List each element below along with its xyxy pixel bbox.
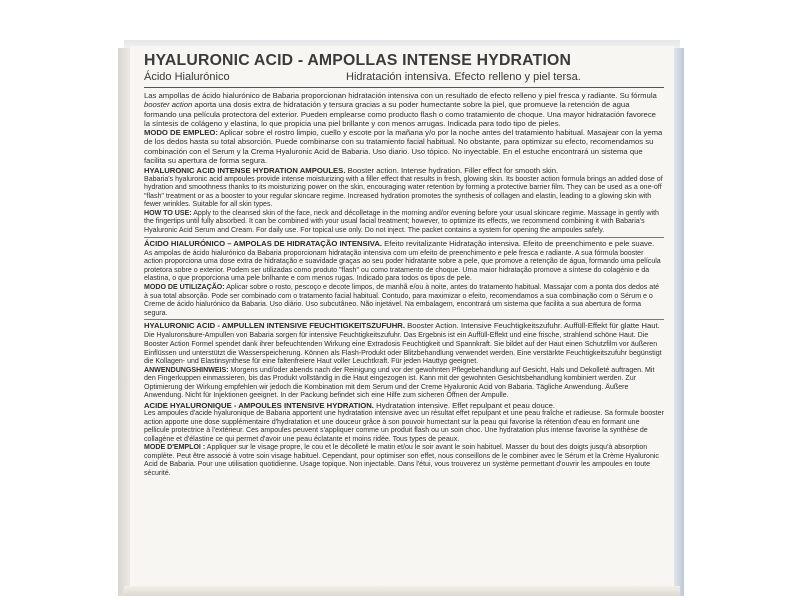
section-fr [144, 401, 664, 479]
section-pt [144, 239, 664, 319]
section-es [144, 91, 664, 165]
divider-pt-de [144, 319, 664, 320]
de-heading: HYALURONIC ACID - AMPULLEN INTENSIVE FEUCHTIGKEITSZUFUHR. Booster Action. Intensive Feuchtigkeitszufuhr. Auffüll-Effekt für glatte Haut. [144, 321, 660, 331]
de-howto: ANWENDUNGSHINWEIS: Morgens und/oder abends nach der Reinigung und vor der gewohnten Pflegebehandlung auf Gesicht, Hals und Dekolleté auftragen. Mit den Fingerkuppen einmassieren, bis das Produkt vollständig in die Haut eingezogen ist. Kann mit der gewohnten Gesichtsbehandlung kombiniert werden. Zur Optimierung der Wirkung empfehlen wir jedoch die Kombination mit dem Serum und der Creme Hyaluronic Acid von Babaria. Tägliche Anwendung. Äußere Anwendung. Nicht für Injektionen geeignet. In der Packung befindet sich eine Hilfe zum sicheren Öffnen der Ampulle. [144, 366, 655, 400]
es-howto: MODO DE EMPLEO: Aplicar sobre el rostro limpio, cuello y escote por la mañana y/o por la noche antes del tratamiento habitual. Masajear con la yema de los dedos hasta su total absorción. Puede combinarse con su tratamiento facial habitual. No obstante, para optimizar su efecto, recomendamos su combinación con el Serum y la Crema Hyaluronic Acid de Babaria. Uso diario. Uso tópico. No inyectable. En el estuche encontrará un sistema que facilita su apertura de forma segura. [144, 128, 663, 166]
section-en [144, 166, 664, 235]
fr-howto: MODE D'EMPLOI : Appliquer sur le visage propre, le cou et le décolleté le matin et/ou le soir avant le soin habituel. Masser du bout des doigts jusqu'à absorption complète. Peut être associé à votre soin visage habituel. Cependant, pour optimiser son effet, nous conseillons de le combiner avec le Sérum et la Crème Hyaluronic Acid de Babaria. Pour une utilisation quotidienne. Usage topique. Non injectable. Dans l'étui, vous trouverez un système permettant d'ouvrir les ampoules en toute sécurité. [144, 444, 659, 477]
box-bottom-edge [124, 586, 680, 596]
subtitle-left: Ácido Hialurónico [144, 71, 230, 83]
de-body: Die Hyaluronsäure-Ampullen von Babaria sorgen für intensive Feuchtigkeitszufuhr. Das Ergebnis ist ein Auffüll-Effekt und eine frische, strahlend schöne Haut. Die Booster Action Formel spendet dank ihrer befeuchtenden Wirkung eine Extradosis Feuchtigkeit und Spannkraft. Sie bildet auf der Haut einen Schutzfilm vor äußeren Einflüssen und unterstützt die Wasserspeicherung. Können als Flash-Produkt oder Blitzbehandlung verwendet werden. Eine verstärkte Feuchtigkeitszufuhr begünstigt die Kollagen- und Elastinsynthese für eine faltenfreiere Haut voller Leuchtkraft. Für jeden Hauttyp geeignet. [144, 332, 662, 366]
fr-heading: ACIDE HYALURONIQUE - AMPOULES INTENSIVE HYDRATION. Hydratation intensive. Effet repulpant et peau douce. [144, 400, 555, 410]
es-intro: Las ampollas de ácido hialurónico de Babaria proporcionan hidratación intensiva con un resultado de efecto relleno y piel fresca y radiante. Su fórmula booster action aporta una dosis extra de hidratación y tersura gracias a su poder humectante sobre la piel, que promueve la retención de agua formando una película protectora del exterior. Pueden emplearse como producto flash o como tratamiento de choque. Una mayor hidratación favorece la síntesis de colágeno y elastina, lo que propicia una piel brillante y con menos arrugas. Indicada para todo tipo de pieles. [144, 91, 657, 128]
subtitle-row [144, 71, 664, 88]
fr-body: Les ampoules d'acide hyaluronique de Babaria apportent une hydratation intensive avec un résultat effet repulpant et une peau fraîche et radieuse. Sa formule booster action apporte une dose supplémentaire d'hydratation et une douceur grâce à son pouvoir humectant sur la peau qui favorise la rétention d'eau en formant une pellicule protectrice à l'extérieur. Ces ampoules peuvent s'appliquer comme un produit flash ou un soin choc. Une hydratation plus intense favorise la synthèse de collagène et d'élastine ce qui permet d'avoir une peau éclatante et moins ridée. Tous types de peaux. [144, 410, 664, 443]
label-panel [130, 46, 674, 586]
pt-body: As ampolas de ácido hialurónico da Babaria proporcionam hidratação intensiva com um efeito de preenchimento e pele fresca e radiante. A sua fórmula booster action proporciona uma dose extra de hidratação e suavidade graças ao seu poder hidratante sobre a pele, que promove a retenção de água, formando uma película protetora sobre o exterior. Podem ser utilizadas como produto "flash" ou como tratamento de choque. Uma maior hidratação promove a síntese do colagénio e da elastina, o que proporciona uma pele brilhante e com menos rugas. Indicado para todos os tipos de pele. [144, 249, 661, 283]
product-title: HYALURONIC ACID - AMPOLLAS INTENSE HYDRATION [144, 52, 572, 69]
en-howto: HOW TO USE: Apply to the cleansed skin of the face, neck and décolletage in the morning and/or evening before your usual skincare regime. Massage in gently with the fingertips until fully absorbed. It can be combined with your usual facial treatment; however, to optimize its effects, we recommend combining it with Babaria's Hyaluronic Acid Serum and Cream. For daily use. For topical use only. Do not inject. The packet contains a system for opening the ampoules safely. [144, 209, 659, 234]
en-heading: HYALURONIC ACID INTENSE HYDRATION AMPOULES. Booster action. Intense hydration. Filler effect for smooth skin. [144, 166, 559, 176]
en-body: Babaria's hyaluronic acid ampoules provide intense moisturizing with a filler effect that results in fresh, glowing skin. Its booster action formula brings an added dose of hydration and smoothness thanks to its moisturizing power on the skin, encouraging water retention by forming a protective barrier film. They can be used as a one-off "flash" treatment or as a booster to your regular skincare regime. Increased hydration promotes the synthesis of collagen and elastin, leading to a glowing skin with fewer wrinkles. Suitable for all skin types. [144, 175, 663, 209]
section-de [144, 321, 664, 401]
divider-en-pt [144, 237, 664, 238]
pt-heading: ÁCIDO HIALURÓNICO – AMPOLAS DE HIDRATAÇÃO INTENSIVA. Efeito revitalizante Hidratação intensiva. Efeito de preenchimento e pele suave. [144, 238, 655, 248]
subtitle-right: Hidratación intensiva. Efecto relleno y piel tersa. [346, 71, 581, 83]
pt-howto: MODO DE UTILIZAÇÃO: Aplicar sobre o rosto, pescoço e decote limpos, de manhã e/ou à noite, antes do tratamento habitual. Massajar com a ponta dos dedos até à sua total absorção. Pode ser combinado com o tratamento facial habitual. Contudo, para maximizar o efeito, recomendamos a sua combinação com o Sérum e o Creme de ácido hialurónico da Babaria. Uso diário. Uso subcutâneo. Não injetável. Na embalagem, encontrará um sistema que facilita a sua abertura de forma segura. [144, 283, 660, 317]
